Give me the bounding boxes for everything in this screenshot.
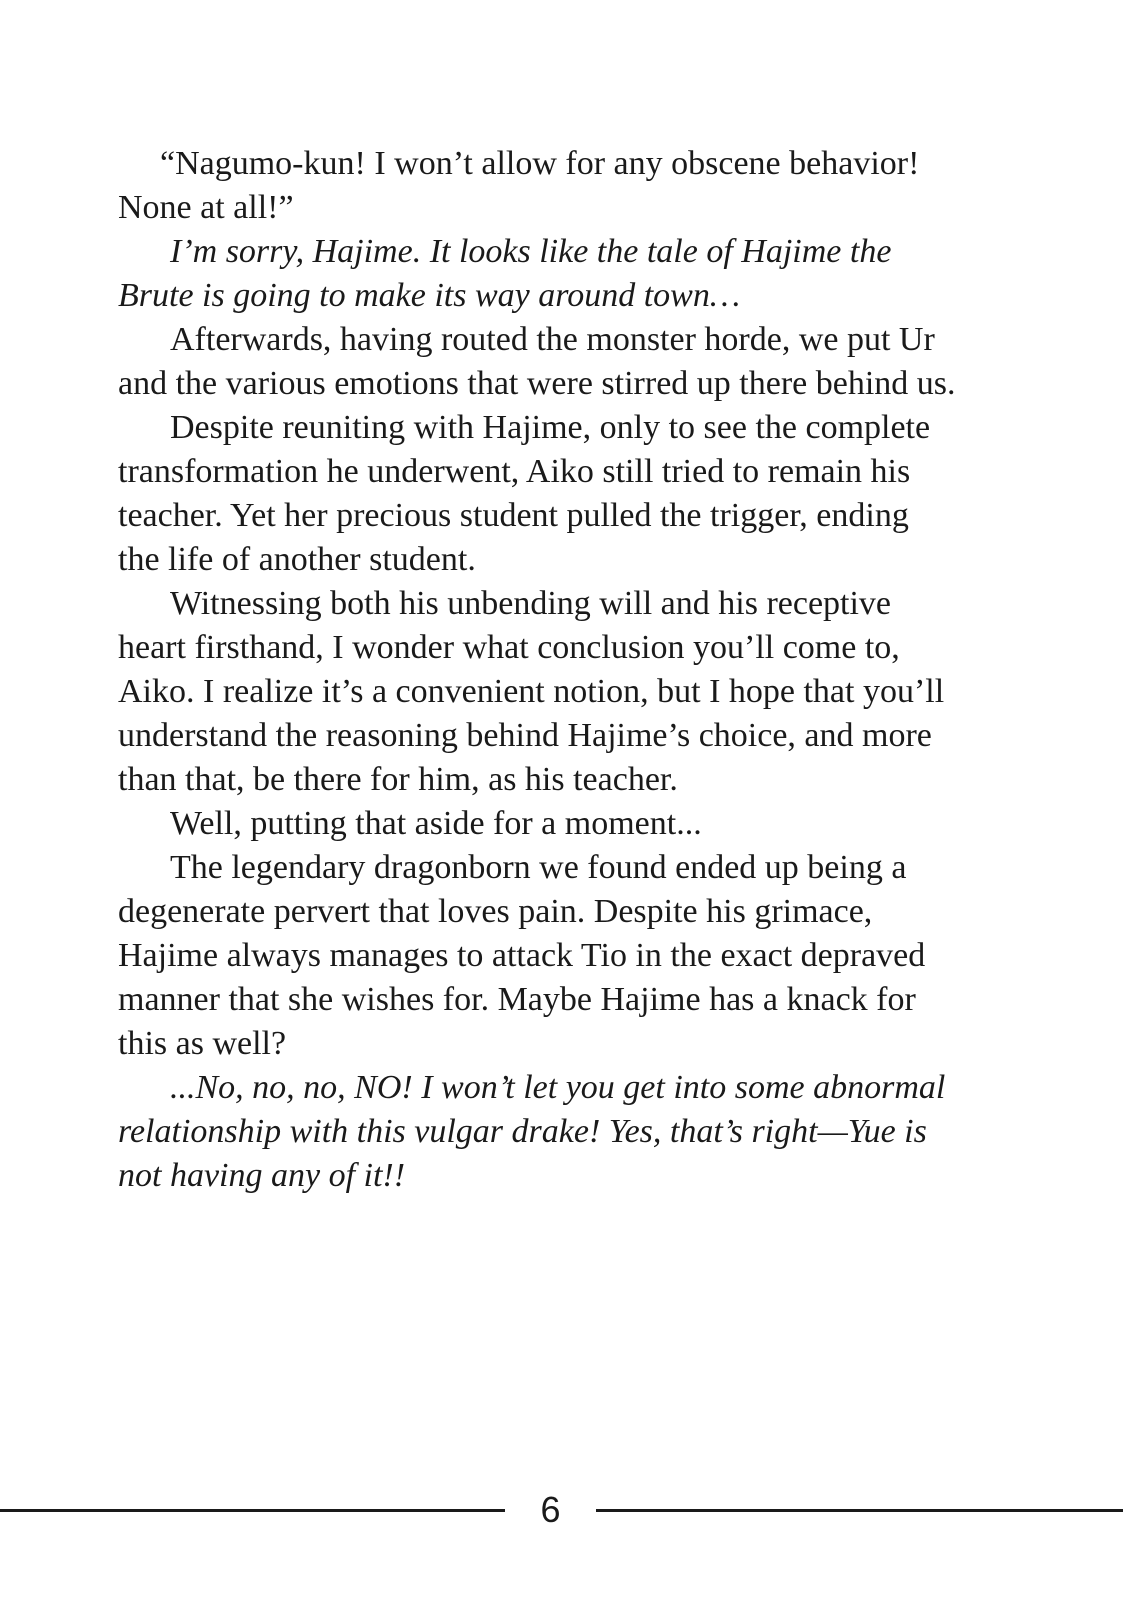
footer-rule-left	[0, 1509, 505, 1512]
paragraph-6: Well, putting that aside for a moment...	[170, 805, 702, 842]
page-number: 6	[540, 1489, 561, 1530]
footer-rule-right	[596, 1509, 1123, 1512]
paragraph-5: Witnessing both his unbending will and his receptive heart firsthand, I wonder what conclusion you’ll come to, Aiko. I realize it’s a convenient notion, but I hope that you’ll understand the reasoning behind Hajime’s choice, and more than that, be there for him, as his teacher.	[118, 585, 945, 798]
paragraph-3: Afterwards, having routed the monster horde, we put Ur and the various emotions that were stirred up there behind us.	[118, 321, 956, 402]
paragraph-4: Despite reuniting with Hajime, only to see the complete transformation he underwent, Aiko still tried to remain his teacher. Yet her precious student pulled the trigger, ending the life of another student.	[118, 409, 931, 578]
paragraph-7: The legendary dragonborn we found ended up being a degenerate pervert that loves pain. Despite his grimace, Hajime always manages to attack Tio in the exact depraved manner that she wishes for. Maybe Hajime has a knack for this as well?	[118, 849, 926, 1062]
paragraph-8-italic: ...No, no, no, NO! I won’t let you get into some abnormal relationship with this vulgar drake! Yes, that’s right—Yue is not having any of it!!	[118, 1069, 946, 1194]
page-footer	[0, 1488, 1123, 1532]
page-body	[118, 142, 958, 1198]
paragraph-2-italic: I’m sorry, Hajime. It looks like the tale of Hajime the Brute is going to make its way around town…	[118, 233, 892, 314]
paragraph-1: “Nagumo-kun! I won’t allow for any obscene behavior! None at all!”	[118, 145, 920, 226]
